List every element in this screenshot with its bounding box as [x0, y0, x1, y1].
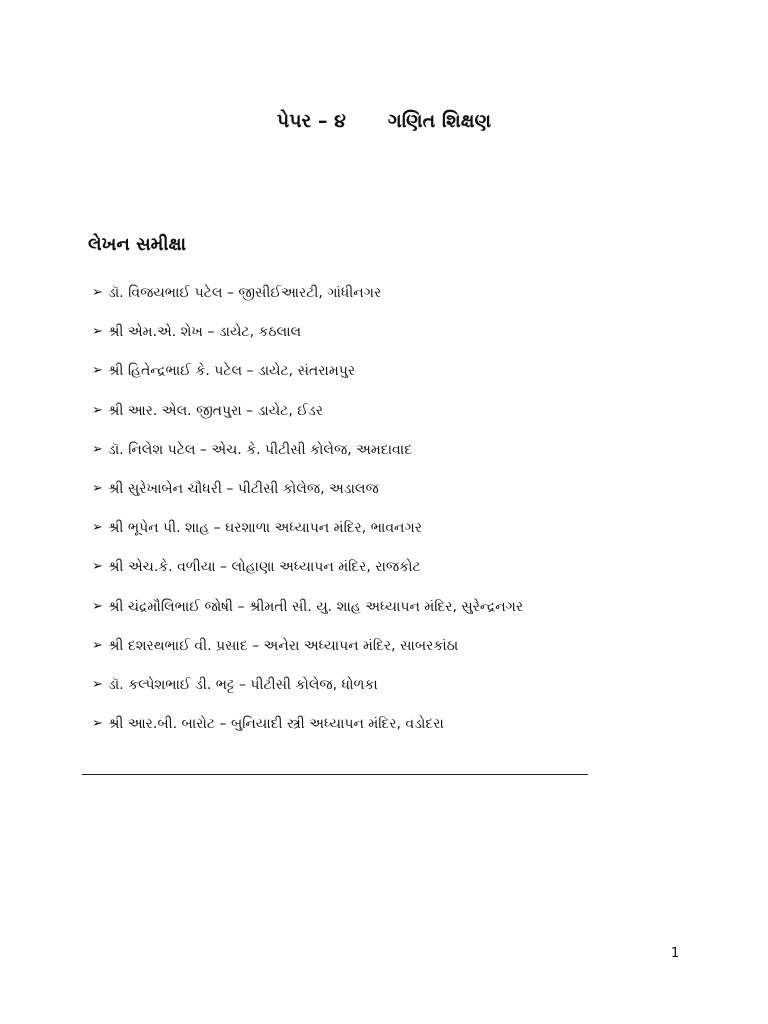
list-item [92, 441, 523, 480]
subject-title: ગણિત શિક્ષણ [387, 110, 492, 132]
arrow-bullet-icon: ➢ [92, 324, 103, 340]
reviewer-text: ડૉ. વિજયભાઈ પટેલ – જીસીઈઆરટી, ગાંધીનગર [108, 285, 382, 301]
page-number: 1 [671, 946, 680, 961]
list-item [92, 558, 523, 597]
reviewer-text: શ્રી એચ.કે. વળીયા – લોહાણા અધ્યાપન મંદિર, રાજકોટ [108, 559, 421, 576]
list-item [92, 284, 523, 323]
list-item [92, 480, 523, 519]
reviewer-list [92, 284, 523, 754]
reviewer-text: શ્રી એમ.એ. શેખ – ડાયેટ, કઠલાલ [108, 324, 302, 341]
reviewer-text: શ્રી દશરથભાઈ વી. પ્રસાદ – અનેરા અધ્યાપન મંદિર, સાબરકાંઠા [108, 637, 459, 654]
arrow-bullet-icon: ➢ [92, 363, 103, 379]
reviewer-text: શ્રી આર.બી. બારોટ – બુનિયાદી સ્ત્રી અધ્યાપન મંદિર, વડોદરા [108, 716, 444, 733]
list-item [92, 637, 523, 676]
page-header [0, 110, 768, 132]
arrow-bullet-icon: ➢ [92, 402, 103, 418]
arrow-bullet-icon: ➢ [92, 520, 103, 536]
reviewer-text: શ્રી ભૂપેન પી. શાહ – ઘરશાળા અધ્યાપન મંદિર, ભાવનગર [108, 520, 422, 537]
paper-label: પેપર – ૪ [276, 110, 346, 132]
arrow-bullet-icon: ➢ [92, 676, 103, 692]
reviewer-text: શ્રી ચંદ્રમૌલિભાઈ જોષી – શ્રીમતી સી. યુ. શાહ અધ્યાપન મંદિર, સુરેન્દ્રનગર [108, 598, 524, 615]
list-item [92, 402, 523, 441]
arrow-bullet-icon: ➢ [92, 637, 103, 653]
list-item [92, 676, 523, 715]
arrow-bullet-icon: ➢ [92, 285, 103, 300]
list-item [92, 519, 523, 558]
section-heading: લેખન સમીક્ષા [88, 234, 186, 255]
arrow-bullet-icon: ➢ [92, 441, 103, 457]
reviewer-text: શ્રી હિતેન્દ્રભાઈ કે. પટેલ – ડાયેટ, સંતરામપુર [108, 363, 356, 380]
list-item [92, 715, 523, 754]
reviewer-text: ડૉ. કલ્પેશભાઈ ડી. ભટ્ટ – પીટીસી કોલેજ, ધોળકા [108, 676, 378, 693]
arrow-bullet-icon: ➢ [92, 716, 103, 732]
list-item [92, 323, 523, 362]
arrow-bullet-icon: ➢ [92, 480, 103, 496]
list-item [92, 362, 523, 401]
arrow-bullet-icon: ➢ [92, 598, 103, 614]
list-item [92, 598, 523, 637]
divider [82, 774, 588, 775]
reviewer-text: ડૉ. નિલેશ પટેલ – એચ. કે. પીટીસી કોલેજ, અમદાવાદ [108, 441, 413, 458]
reviewer-text: શ્રી સુરેખાબેન ચૌધરી – પીટીસી કોલેજ, અડાલજ [108, 480, 379, 497]
arrow-bullet-icon: ➢ [92, 559, 103, 575]
reviewer-text: શ્રી આર. એલ. જીતપુરા – ડાયેટ, ઈડર [108, 402, 323, 419]
